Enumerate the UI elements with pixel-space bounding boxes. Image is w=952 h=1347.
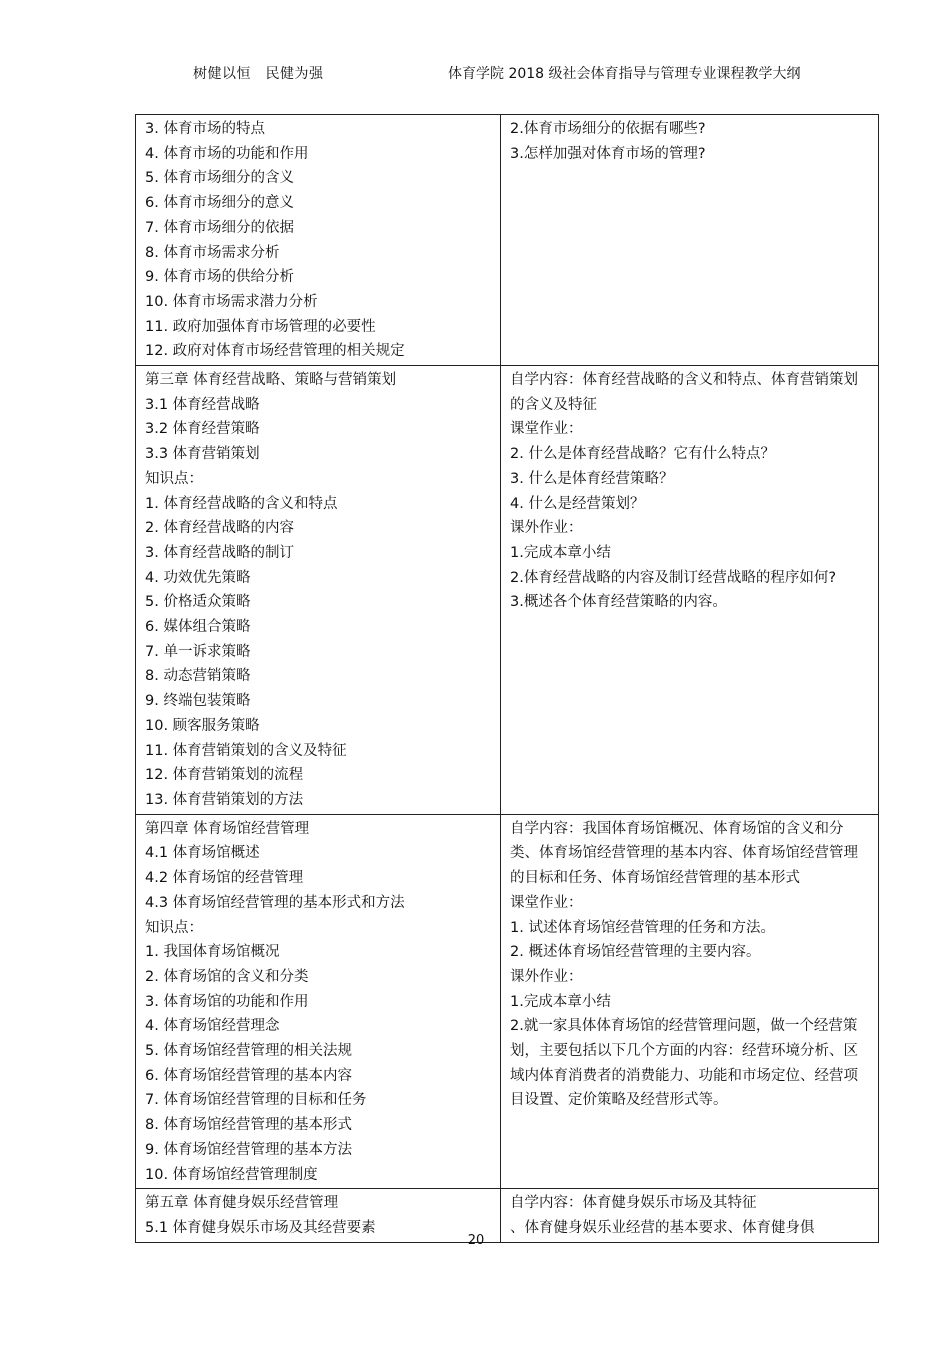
self-study-text: 自学内容：我国体育场馆概况、体育场馆的含义和分类、体育场馆经营管理的基本内容、体育场馆经营管理的目标和任务、体育场馆经营管理的基本形式	[510, 820, 858, 887]
table-row	[136, 115, 879, 366]
content-line: 12. 政府对体育市场经营管理的相关规定	[145, 343, 405, 360]
content-line: 8. 动态营销策略	[145, 668, 251, 685]
content-line: 8. 体育场馆经营管理的基本形式	[145, 1117, 352, 1134]
assignment-line: 2.体育市场细分的依据有哪些?	[510, 121, 706, 137]
content-line: 10. 顾客服务策略	[145, 717, 260, 734]
content-line: 2. 体育场馆的含义和分类	[145, 968, 309, 985]
content-line: 6. 体育市场细分的意义	[145, 195, 294, 212]
content-line: 13. 体育营销策划的方法	[145, 791, 304, 808]
assignment-line: 1.完成本章小结	[510, 544, 611, 561]
assignment-line: 3. 什么是体育经营策略？	[510, 470, 674, 487]
content-line: 3. 体育场馆的功能和作用	[145, 993, 309, 1010]
assignment-line: 2.体育经营战略的内容及制订经营战略的程序如何?	[510, 569, 837, 586]
content-line: 10. 体育市场需求潜力分析	[145, 293, 318, 310]
content-line: 5. 体育市场细分的含义	[145, 170, 294, 187]
assignment-line: 2. 概述体育场馆经营管理的主要内容。	[510, 944, 761, 961]
content-line: 3.2 体育经营策略	[145, 421, 260, 438]
chapter-heading: 第五章 体育健身娱乐经营管理	[145, 1195, 339, 1212]
assignment-line: 2.就一家具体体育场馆的经营管理问题，做一个经营策划，主要包括以下几个方面的内容：经营环境分析、区域内体育消费者的消费能力、功能和市场定位、经营项目设置、定价策略及经营形式等。	[510, 1018, 858, 1109]
header-course-title: 体育学院 2018 级社会体育指导与管理专业课程教学大纲	[448, 66, 801, 82]
header-motto: 树健以恒 民健为强	[193, 66, 324, 82]
self-study-text: 自学内容：体育经营战略的含义和特点、体育营销策划的含义及特征	[510, 372, 858, 413]
knowledge-points-label: 知识点：	[145, 919, 203, 936]
assignment-cell	[501, 366, 879, 815]
content-line: 4.1 体育场馆概述	[145, 845, 260, 862]
assignment-line: 1. 试述体育场馆经营管理的任务和方法。	[510, 919, 775, 936]
classwork-label: 课堂作业：	[510, 894, 583, 911]
content-line: 5.1 体育健身娱乐市场及其经营要素	[145, 1219, 376, 1236]
content-line: 3.3 体育营销策划	[145, 446, 260, 463]
chapter-content-cell	[136, 814, 501, 1189]
content-line: 4.2 体育场馆的经营管理	[145, 870, 304, 887]
content-line: 2. 体育经营战略的内容	[145, 520, 294, 537]
content-line: 7. 体育场馆经营管理的目标和任务	[145, 1092, 367, 1109]
content-line: 1. 体育经营战略的含义和特点	[145, 495, 338, 512]
content-line: 10. 体育场馆经营管理制度	[145, 1166, 318, 1183]
content-line: 7. 单一诉求策略	[145, 643, 251, 660]
assignment-cell	[501, 814, 879, 1189]
content-line: 4.3 体育场馆经营管理的基本形式和方法	[145, 894, 405, 911]
self-study-text: 自学内容：体育健身娱乐市场及其特征	[510, 1195, 757, 1212]
classwork-label: 课堂作业：	[510, 421, 583, 438]
content-line: 1. 我国体育场馆概况	[145, 944, 280, 961]
content-line: 4. 体育场馆经营理念	[145, 1018, 280, 1035]
content-line: 4. 体育市场的功能和作用	[145, 145, 309, 162]
homework-label: 课外作业：	[510, 520, 583, 537]
content-line: 3. 体育市场的特点	[145, 121, 265, 137]
assignment-line: 1.完成本章小结	[510, 993, 611, 1010]
content-line: 6. 媒体组合策略	[145, 619, 251, 636]
homework-label: 课外作业：	[510, 968, 583, 985]
content-line: 11. 政府加强体育市场管理的必要性	[145, 318, 376, 335]
chapter-content-cell	[136, 366, 501, 815]
content-line: 5. 体育场馆经营管理的相关法规	[145, 1043, 352, 1060]
assignment-line: 3.概述各个体育经营策略的内容。	[510, 594, 727, 611]
content-line: 9. 体育市场的供给分析	[145, 269, 294, 286]
table-row	[136, 366, 879, 815]
assignment-cell	[501, 115, 879, 366]
content-line: 5. 价格适众策略	[145, 594, 251, 611]
content-line: 7. 体育市场细分的依据	[145, 219, 294, 236]
content-line: 3. 体育经营战略的制订	[145, 544, 294, 561]
knowledge-points-label: 知识点：	[145, 470, 203, 487]
self-study-text: 、体育健身娱乐业经营的基本要求、体育健身俱	[510, 1219, 815, 1236]
content-line: 4. 功效优先策略	[145, 569, 251, 586]
table-row	[136, 814, 879, 1189]
content-line: 11. 体育营销策划的含义及特征	[145, 742, 347, 759]
assignment-line: 2. 什么是体育经营战略？它有什么特点？	[510, 446, 775, 463]
page-number: 20	[467, 1233, 485, 1248]
content-line: 3.1 体育经营战略	[145, 396, 260, 413]
assignment-line: 3.怎样加强对体育市场的管理?	[510, 145, 706, 162]
chapter-heading: 第三章 体育经营战略、策略与营销策划	[145, 372, 397, 389]
content-line: 12. 体育营销策划的流程	[145, 767, 304, 784]
syllabus-table	[135, 114, 879, 1243]
content-line: 8. 体育市场需求分析	[145, 244, 280, 261]
assignment-line: 4. 什么是经营策划？	[510, 495, 645, 512]
chapter-content-cell	[136, 115, 501, 366]
chapter-heading: 第四章 体育场馆经营管理	[145, 820, 310, 837]
content-line: 9. 终端包装策略	[145, 693, 251, 710]
content-line: 6. 体育场馆经营管理的基本内容	[145, 1067, 352, 1084]
content-line: 9. 体育场馆经营管理的基本方法	[145, 1141, 352, 1158]
